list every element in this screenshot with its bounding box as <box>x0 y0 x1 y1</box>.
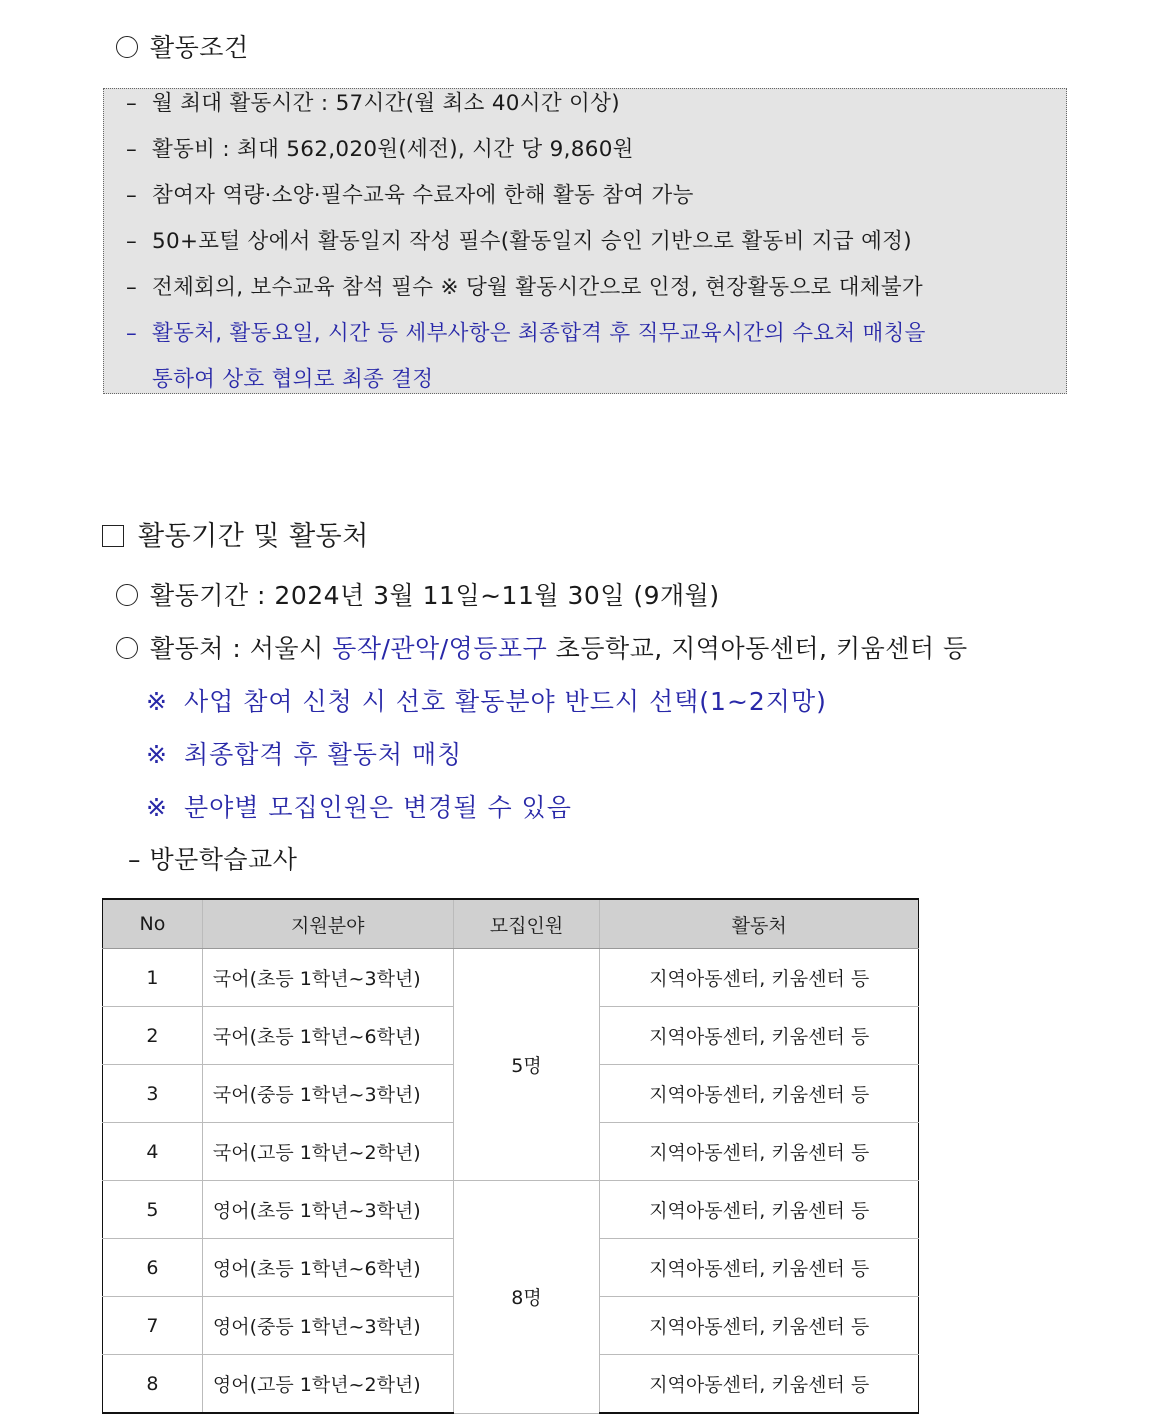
cell-no: 1 <box>103 949 203 1007</box>
header-field: 지원분야 <box>202 899 453 949</box>
cell-field: 영어(고등 1학년~2학년) <box>202 1355 453 1414</box>
table-header-row <box>103 899 919 949</box>
circle-bullet-icon <box>116 584 138 606</box>
circle-bullet-icon <box>116 36 138 58</box>
cell-place: 지역아동센터, 키움센터 등 <box>600 1355 919 1414</box>
header-no: No <box>103 899 203 949</box>
conditions-heading <box>116 28 249 64</box>
cell-no: 8 <box>103 1355 203 1414</box>
sub-item-visiting-teacher: – 방문학습교사 <box>128 845 298 874</box>
condition-line: – 50+포털 상에서 활동일지 작성 필수(활동일지 승인 기반으로 활동비 지급 예정) <box>126 229 912 254</box>
cell-count-korean: 5명 <box>453 949 600 1181</box>
place-prefix: 활동처 : 서울시 <box>150 634 333 663</box>
place-districts: 동작/관악/영등포구 <box>332 634 548 663</box>
reference-mark-icon: ※ <box>146 793 168 822</box>
note-item: ※ 최종합격 후 활동처 매칭 <box>146 740 463 769</box>
cell-field: 국어(고등 1학년~2학년) <box>202 1123 453 1181</box>
cell-place: 지역아동센터, 키움센터 등 <box>600 1297 919 1355</box>
note-item: ※ 사업 참여 신청 시 선호 활동분야 반드시 선택(1~2지망) <box>146 687 827 716</box>
place-item <box>116 629 968 665</box>
table-row <box>103 949 919 1007</box>
cell-field: 국어(중등 1학년~3학년) <box>202 1065 453 1123</box>
reference-mark-icon: ※ <box>146 740 168 769</box>
header-place: 활동처 <box>600 899 919 949</box>
cell-field: 영어(중등 1학년~3학년) <box>202 1297 453 1355</box>
conditions-heading-text: 활동조건 <box>150 33 249 62</box>
condition-line-highlight-cont: 통하여 상호 협의로 최종 결정 <box>152 367 434 392</box>
reference-mark-icon: ※ <box>146 687 168 716</box>
cell-place: 지역아동센터, 키움센터 등 <box>600 1239 919 1297</box>
recruitment-table <box>102 898 919 1414</box>
section-title: 활동기간 및 활동처 <box>138 521 369 552</box>
cell-count-english: 8명 <box>453 1181 600 1414</box>
cell-place: 지역아동센터, 키움센터 등 <box>600 949 919 1007</box>
cell-field: 국어(초등 1학년~6학년) <box>202 1007 453 1065</box>
period-text: 활동기간 : 2024년 3월 11일~11월 30일 (9개월) <box>150 581 720 610</box>
table-row <box>103 1181 919 1239</box>
condition-line: – 전체회의, 보수교육 참석 필수 ※ 당월 활동시간으로 인정, 현장활동으로 대체불가 <box>126 275 924 300</box>
cell-place: 지역아동센터, 키움센터 등 <box>600 1065 919 1123</box>
cell-place: 지역아동센터, 키움센터 등 <box>600 1181 919 1239</box>
condition-line: – 활동비 : 최대 562,020원(세전), 시간 당 9,860원 <box>126 137 634 162</box>
circle-bullet-icon <box>116 637 138 659</box>
condition-line: – 월 최대 활동시간 : 57시간(월 최소 40시간 이상) <box>126 91 620 116</box>
cell-field: 영어(초등 1학년~3학년) <box>202 1181 453 1239</box>
square-bullet-icon <box>102 525 124 547</box>
cell-no: 7 <box>103 1297 203 1355</box>
condition-line: – 참여자 역량·소양·필수교육 수료자에 한해 활동 참여 가능 <box>126 183 694 208</box>
section-heading <box>102 514 369 553</box>
period-item <box>116 576 720 612</box>
conditions-box <box>103 88 1067 394</box>
cell-place: 지역아동센터, 키움센터 등 <box>600 1123 919 1181</box>
cell-no: 4 <box>103 1123 203 1181</box>
cell-no: 5 <box>103 1181 203 1239</box>
condition-line-highlight: – 활동처, 활동요일, 시간 등 세부사항은 최종합격 후 직무교육시간의 수요처 매칭을 <box>126 321 926 346</box>
note-item: ※ 분야별 모집인원은 변경될 수 있음 <box>146 793 572 822</box>
header-count: 모집인원 <box>453 899 600 949</box>
cell-no: 6 <box>103 1239 203 1297</box>
cell-no: 3 <box>103 1065 203 1123</box>
cell-place: 지역아동센터, 키움센터 등 <box>600 1007 919 1065</box>
cell-no: 2 <box>103 1007 203 1065</box>
cell-field: 영어(초등 1학년~6학년) <box>202 1239 453 1297</box>
cell-field: 국어(초등 1학년~3학년) <box>202 949 453 1007</box>
place-suffix: 초등학교, 지역아동센터, 키움센터 등 <box>547 634 968 663</box>
